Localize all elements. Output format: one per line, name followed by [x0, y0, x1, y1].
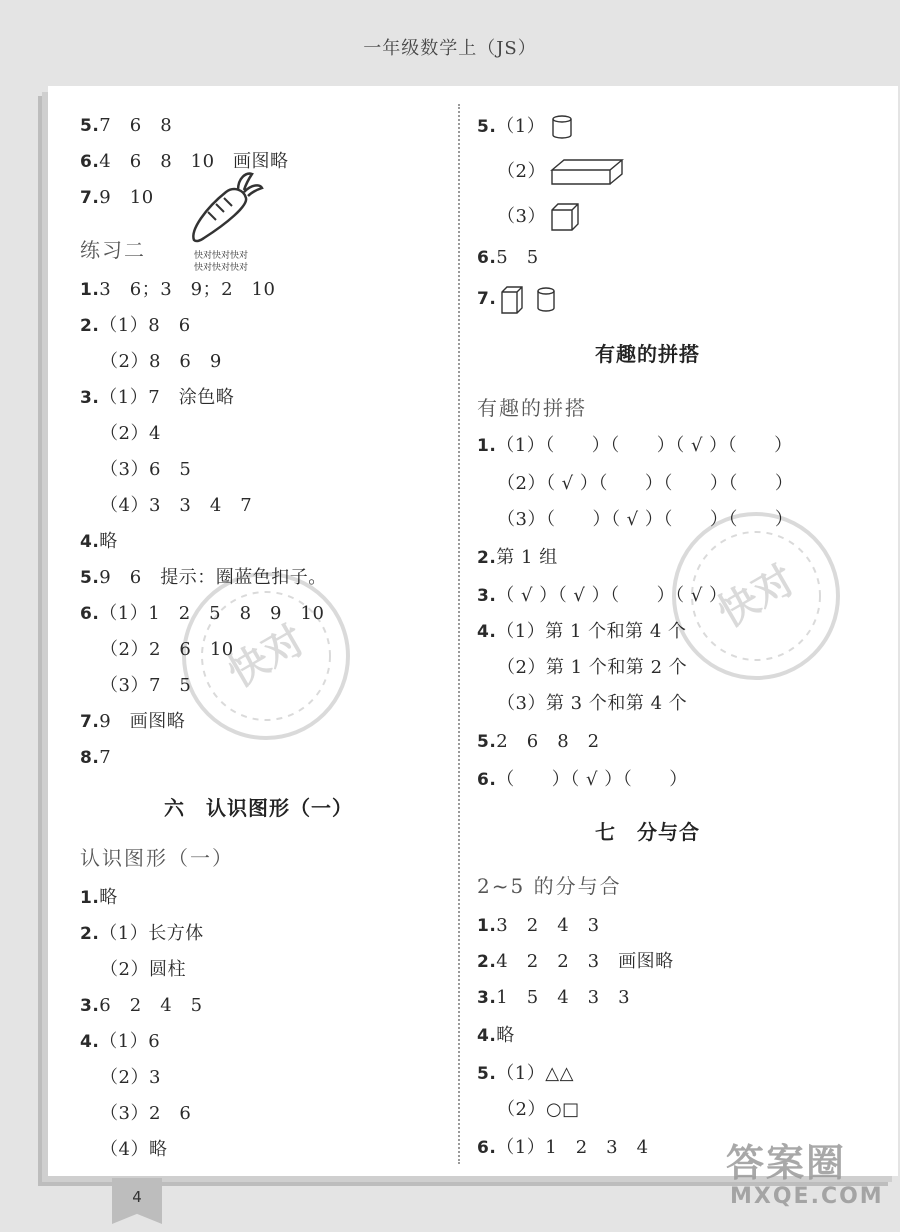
question-number: 5. [80, 568, 100, 588]
question-number: 4. [477, 622, 497, 642]
answer-text: （3）6 5 [100, 459, 192, 480]
answer-text: （1）第 1 个和第 4 个 [496, 621, 687, 642]
answer-line [100, 1066, 161, 1090]
answer-line [477, 1024, 515, 1048]
answer-text: （1）6 [99, 1031, 161, 1052]
answer-text: （2）第 1 个和第 2 个 [497, 657, 688, 678]
answer-text: 7 6 8 [99, 115, 173, 136]
answer-line [80, 314, 191, 338]
question-number: 6. [80, 152, 100, 172]
answer-line [497, 692, 687, 716]
cube-icon [546, 206, 580, 227]
question-number: 7. [477, 289, 497, 309]
answer-line [497, 656, 687, 680]
question-number: 3. [80, 996, 100, 1016]
answer-line [80, 530, 118, 554]
question-number: 7. [80, 712, 100, 732]
answer-line [497, 158, 624, 186]
answer-text: （2） [497, 161, 546, 182]
question-number: 2. [477, 548, 497, 568]
answer-text: （1）8 6 [99, 315, 191, 336]
answer-line [477, 950, 674, 974]
watermark-stamp-right [666, 506, 846, 686]
answer-text: （2）2 6 10 [100, 639, 234, 660]
answer-text: 略 [496, 1025, 515, 1046]
answer-text: （4）3 3 4 7 [100, 495, 253, 516]
question-number: 5. [80, 116, 100, 136]
answer-line [477, 114, 575, 140]
question-number: 4. [80, 1032, 100, 1052]
answer-text: 练习二 [80, 238, 146, 262]
answer-line [477, 914, 600, 938]
answer-line [497, 472, 793, 496]
question-number: 3. [477, 586, 497, 606]
answer-text: （1）1 2 5 8 9 10 [99, 603, 325, 624]
answer-line [100, 1138, 167, 1162]
answer-text: 4 2 2 3 画图略 [496, 951, 674, 972]
answer-text: （ √ ）（ √ ）（ ）（ √ ） [496, 585, 728, 606]
answer-line [100, 958, 186, 982]
question-number: 2. [80, 924, 100, 944]
answer-text: 有趣的拼搭 [477, 396, 587, 420]
question-number: 6. [80, 604, 100, 624]
question-number: 4. [80, 532, 100, 552]
answer-text: （1）（ ）（ ）（ √ ）（ ） [496, 435, 793, 456]
answer-line [80, 746, 111, 770]
answer-text: 第 1 组 [496, 547, 558, 568]
question-number: 1. [477, 916, 497, 936]
answer-line [477, 284, 562, 314]
answer-line [80, 186, 154, 210]
question-number: 5. [477, 732, 497, 752]
answer-line [477, 1062, 574, 1086]
answer-text: （3）2 6 [100, 1103, 192, 1124]
answer-line [477, 246, 539, 270]
answer-text: （3）7 5 [100, 675, 192, 696]
answer-text: （1）1 2 3 4 [496, 1137, 649, 1158]
answer-line [497, 1098, 580, 1122]
answer-text: 略 [99, 531, 118, 552]
carrot-icon [186, 168, 266, 248]
answer-line [80, 114, 172, 138]
answer-line [100, 1102, 191, 1126]
answer-line [100, 494, 252, 518]
svg-text:快对: 快对 [710, 556, 803, 637]
answer-line [80, 386, 234, 410]
question-number: 8. [80, 748, 100, 768]
answer-line [477, 768, 688, 792]
question-number: 6. [477, 770, 497, 790]
answer-line [497, 202, 580, 232]
answer-text: 9 10 [99, 187, 154, 208]
answer-line [80, 278, 275, 302]
answer-text: 1 5 4 3 3 [496, 987, 631, 1008]
answer-text: 7 [99, 747, 112, 768]
answer-line [80, 710, 185, 734]
question-number: 4. [477, 1026, 497, 1046]
answer-text: 9 画图略 [99, 711, 186, 732]
answer-text: 6 2 4 5 [99, 995, 203, 1016]
answer-line [477, 986, 630, 1010]
answer-text: （3） [497, 206, 546, 227]
answer-line [80, 994, 203, 1018]
section-title: 六 认识图形（一） [164, 796, 353, 820]
question-number: 2. [80, 316, 100, 336]
cylinder-icon [545, 116, 575, 137]
answer-text: 认识图形（一） [80, 846, 234, 870]
watermark-stamp-left [176, 566, 356, 746]
question-number: 1. [80, 280, 100, 300]
answer-text: （4）略 [100, 1139, 168, 1160]
answer-text: 略 [99, 887, 118, 908]
answer-text: 5 5 [496, 247, 539, 268]
section-title: 有趣的拼搭 [595, 342, 700, 366]
answer-text: （2）3 [100, 1067, 161, 1088]
answer-line [477, 434, 793, 458]
answer-text: （2）圆柱 [100, 959, 186, 980]
answer-text: （1）长方体 [99, 923, 204, 944]
subsection-title [80, 846, 234, 870]
section-title: 七 分与合 [595, 820, 700, 844]
answer-line [477, 1136, 649, 1160]
answer-text: 2~5 的分与合 [477, 874, 622, 898]
answer-text: 4 6 8 10 画图略 [99, 151, 289, 172]
answer-text: 3 2 4 3 [496, 915, 600, 936]
answer-line [477, 730, 600, 754]
question-number: 1. [477, 436, 497, 456]
answer-text: （ ）（ √ ）（ ） [496, 769, 688, 790]
answer-line [100, 458, 191, 482]
answer-text: （2）4 [100, 423, 161, 444]
answer-line [80, 886, 118, 910]
question-number: 5. [477, 1064, 497, 1084]
question-number: 3. [477, 988, 497, 1008]
carrot-caption: 快对快对快对 快对快对快对 [194, 251, 249, 273]
question-number: 2. [477, 952, 497, 972]
answer-line [80, 922, 204, 946]
question-number: 7. [80, 188, 100, 208]
answer-text: （3）（ ）（ √ ）（ ）（ ） [497, 509, 794, 530]
answer-text: （2）（ √ ）（ ）（ ）（ ） [497, 473, 794, 494]
answer-text: 9 6 提示：圈蓝色扣子。 [99, 567, 327, 588]
answer-text: 2 6 8 2 [496, 731, 600, 752]
question-number: 3. [80, 388, 100, 408]
question-number: 5. [477, 117, 497, 137]
answer-text: （2）8 6 9 [100, 351, 222, 372]
flat-cuboid-icon [546, 161, 624, 182]
answer-text: （1） [496, 116, 546, 137]
answer-line [100, 422, 161, 446]
question-number: 6. [477, 1138, 497, 1158]
answer-text: 3 6；3 9；2 10 [99, 279, 276, 300]
page-header: 一年级数学上（JS） [363, 38, 537, 59]
answer-line [477, 546, 558, 570]
page-number: 4 [132, 1188, 142, 1206]
corner-logo: 答案圈 MXQE.COM [726, 1141, 884, 1209]
answer-line [477, 620, 687, 644]
subsection-title [80, 238, 146, 262]
subsection-title [477, 396, 587, 420]
subsection-title [477, 874, 622, 898]
column-divider [458, 104, 460, 1164]
question-number: 6. [477, 248, 497, 268]
answer-text: （1）△△ [496, 1063, 574, 1084]
svg-text:快对: 快对 [220, 616, 313, 697]
answer-line [80, 1030, 160, 1054]
question-number: 1. [80, 888, 100, 908]
answer-text: （1）7 涂色略 [99, 387, 235, 408]
answer-line [100, 350, 222, 374]
answer-text: （2）○□ [497, 1099, 580, 1120]
cube-cylinder-icon [496, 288, 562, 309]
answer-text: （3）第 3 个和第 4 个 [497, 693, 688, 714]
